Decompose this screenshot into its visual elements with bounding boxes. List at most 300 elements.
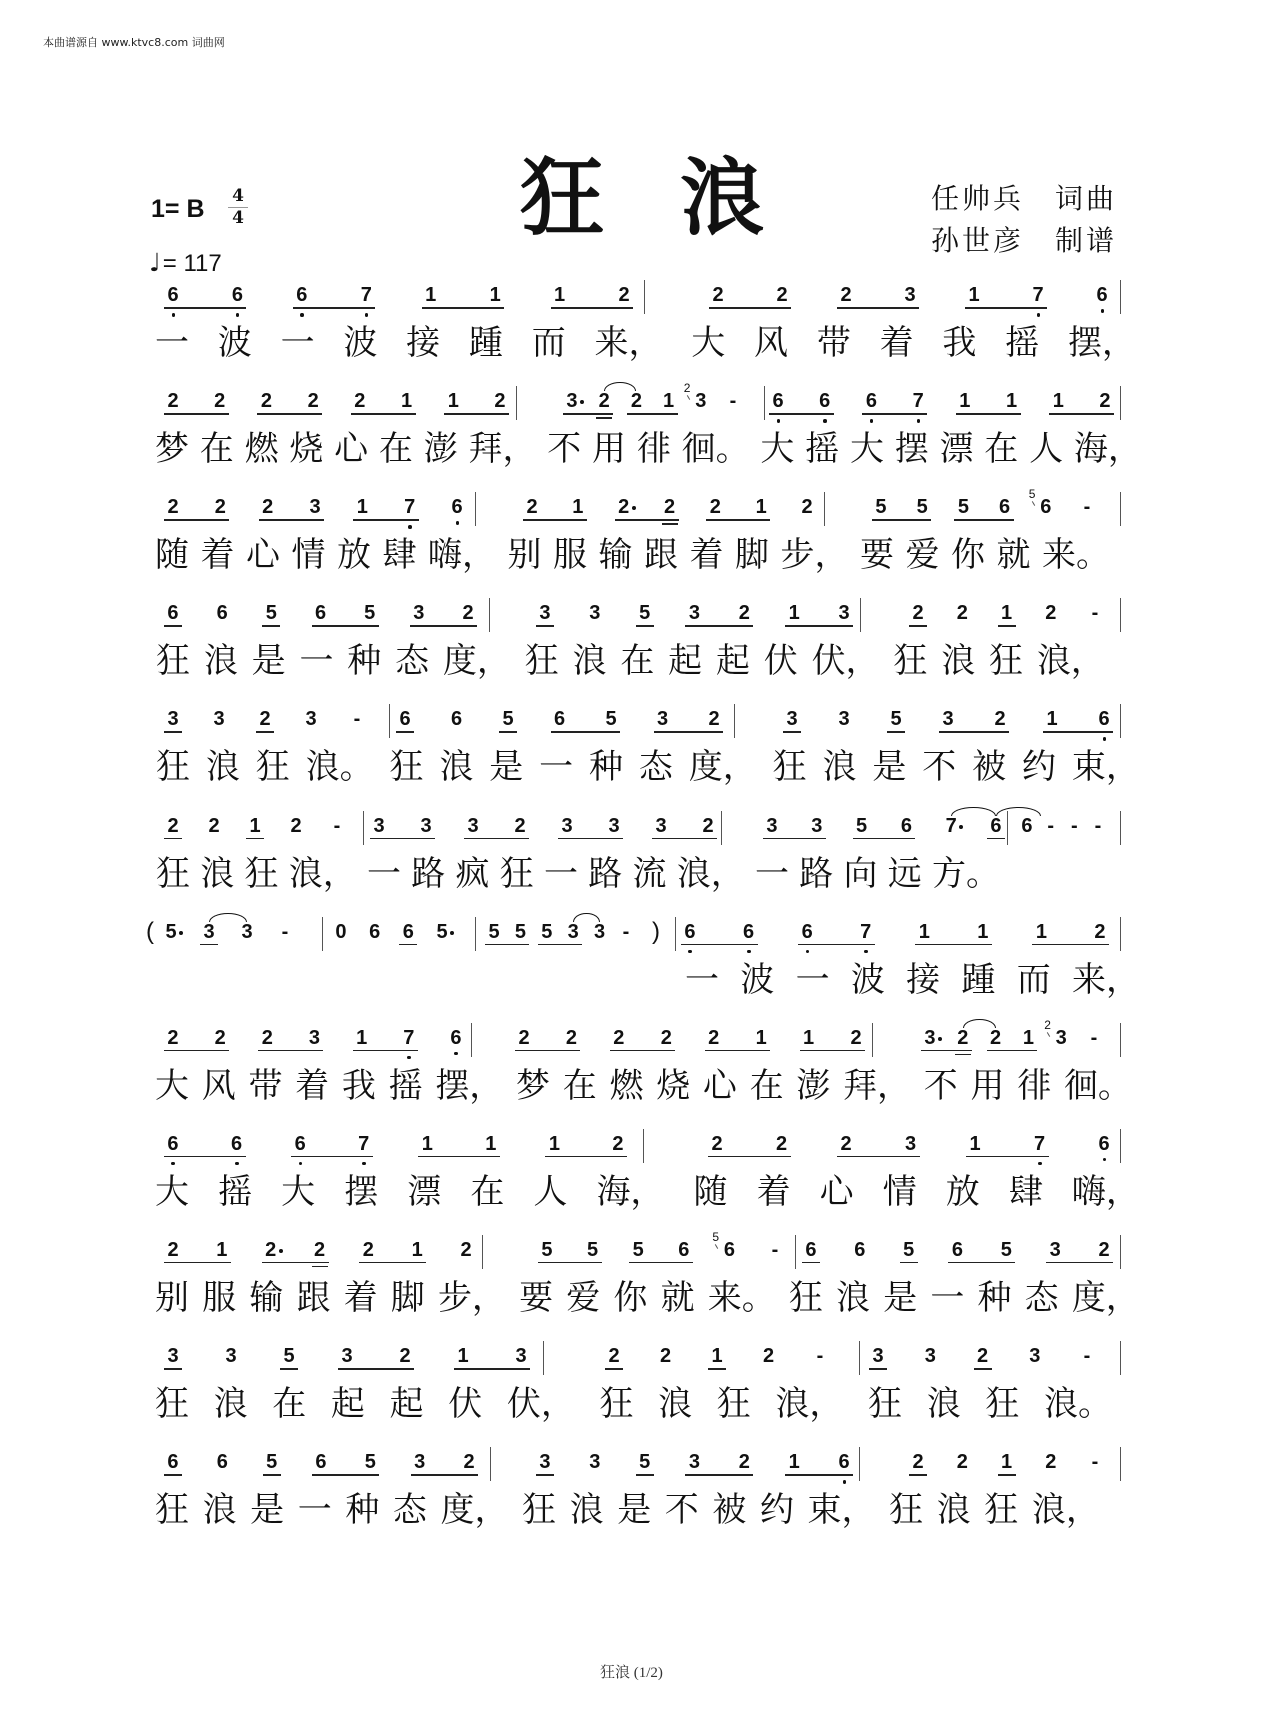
beamed-note-group [149, 1234, 247, 1274]
lyric-char: 摇 [1005, 323, 1040, 363]
beat [202, 1340, 260, 1380]
note-digit: 3 [904, 1132, 917, 1155]
note [685, 810, 732, 842]
note-digit: 2 [738, 1451, 750, 1474]
lyric-char: 就 [996, 535, 1031, 576]
beamed-note-group [595, 1022, 690, 1062]
note-digit: 5 [639, 1451, 651, 1474]
lyric-char: 在 [272, 1384, 307, 1424]
beamed-note-group [153, 810, 194, 850]
note [433, 491, 480, 523]
note-digit: 1 [711, 1345, 723, 1367]
note-digit: 2 [354, 390, 366, 413]
note-digit: 5 [514, 920, 526, 943]
note [430, 385, 477, 417]
note-digit: 3 [589, 1451, 601, 1474]
note [246, 1234, 295, 1266]
note-digit: 1 [755, 496, 767, 519]
note [1080, 1234, 1129, 1266]
note [379, 703, 431, 735]
note [152, 916, 190, 948]
note [196, 703, 242, 735]
beamed-note-group [523, 1128, 650, 1168]
note [228, 916, 266, 948]
note-digit: 6 [1096, 284, 1108, 306]
note [548, 1022, 595, 1054]
lyric-char: 是 [872, 747, 907, 788]
beat [818, 703, 870, 743]
beamed-note-group [394, 597, 492, 637]
measure [914, 1017, 1111, 1062]
note [784, 491, 830, 523]
note-digit: 2 [613, 1026, 625, 1049]
beamed-note-group [260, 1340, 318, 1380]
note [737, 1022, 784, 1054]
note [738, 491, 784, 523]
note [198, 1446, 247, 1478]
lyric-char: 浪， [288, 853, 357, 894]
note [769, 1446, 819, 1478]
note [984, 491, 1025, 523]
note-digit: 6 [167, 284, 179, 306]
lyric-char: 不 [547, 429, 582, 470]
lyric-char: 人 [533, 1171, 568, 1212]
beamed-note-group [974, 810, 1019, 850]
beamed-note-group [870, 703, 922, 743]
beamed-note-group [150, 703, 196, 743]
lyric-char: 浪， [1031, 1490, 1100, 1531]
lower-octave-dot [235, 1162, 239, 1166]
lower-octave-dot [1101, 309, 1105, 313]
augmentation-dot [179, 931, 183, 935]
note [643, 1022, 690, 1054]
lyric-line [155, 428, 1142, 470]
note [477, 385, 524, 417]
note-digit: 1 [977, 920, 989, 943]
beamed-note-group [336, 385, 429, 425]
beamed-note-group [520, 1446, 570, 1486]
lyric-char: 大 [849, 429, 884, 470]
lyric-char: 狂 [985, 1384, 1020, 1424]
beat [334, 703, 380, 743]
lyric-char: 在 [620, 641, 655, 682]
note [835, 1234, 884, 1266]
note-digit: 2 [659, 1345, 672, 1367]
lyric-char: 烧 [289, 429, 324, 470]
note [442, 1234, 491, 1266]
lyric-char: 大 [691, 323, 726, 363]
beat [640, 1340, 692, 1380]
beat [198, 597, 247, 637]
beamed-note-group [778, 916, 895, 956]
lyric-char: 燃 [609, 1065, 644, 1106]
lyric-char: 在 [378, 429, 413, 470]
lower-octave-dot [864, 950, 868, 954]
note [801, 385, 848, 417]
note-digit: 6 [1098, 708, 1110, 731]
note [878, 279, 942, 311]
note-digit: 1 [425, 284, 437, 306]
lyric-char: 要 [519, 1277, 554, 1318]
note-digit: 5 [541, 1238, 553, 1261]
measure [153, 810, 358, 850]
note [270, 279, 334, 311]
note-digit: 3 [924, 1026, 936, 1049]
note-digit: 5 [875, 496, 887, 519]
note [434, 1340, 492, 1372]
measure [379, 703, 740, 743]
beat [794, 1340, 846, 1380]
lyric-char: 情 [291, 535, 326, 576]
note [750, 810, 795, 842]
note-digit: 3 [341, 1345, 353, 1367]
note-digit: 3 [309, 496, 321, 519]
note-digit: 2 [208, 814, 220, 837]
note [852, 1340, 904, 1372]
note [356, 810, 403, 842]
extension-dash [1078, 1022, 1111, 1054]
note [1026, 703, 1078, 735]
note-digit: 6 [216, 602, 228, 625]
note-digit: 1 [959, 390, 971, 413]
note-digit: 3 [515, 1345, 527, 1367]
note-digit: 5 [364, 602, 376, 625]
lyric-char: 狂 [389, 747, 424, 788]
beamed-note-group [190, 916, 228, 956]
note-digit: 2 [1094, 920, 1106, 943]
measure [661, 916, 1130, 956]
beat [433, 491, 480, 531]
lyric-char: 心 [819, 1171, 854, 1212]
arranger-credit: 孙世彦 制谱 [931, 224, 1118, 257]
note-digit: 5 [587, 1238, 599, 1261]
note-digit: 7 [360, 284, 372, 306]
lyric-char: 不 [664, 1490, 699, 1531]
lyric-char: 而 [531, 323, 566, 363]
lyric-char: 一 [685, 959, 719, 1000]
lyric-char: 种 [345, 1490, 380, 1531]
note-digit: 3 [904, 284, 916, 306]
note-digit: 6 [369, 920, 381, 943]
note [719, 916, 778, 948]
lyric-char: 拜， [468, 429, 537, 470]
lyric-char: 向 [843, 853, 878, 894]
note-digit: 2 [265, 1238, 277, 1261]
beat [152, 916, 190, 956]
note [450, 810, 497, 842]
lyric-char: 狂 [989, 641, 1023, 682]
note-digit: 5 [541, 920, 553, 943]
lyric-char: 海， [596, 1171, 665, 1212]
grace-note: 5 [1028, 487, 1036, 502]
lyric-char: 放 [337, 535, 371, 576]
note [1029, 597, 1073, 629]
beamed-note-group [690, 1022, 785, 1062]
note [839, 810, 884, 842]
extension-dash [266, 916, 304, 948]
note [288, 703, 334, 735]
note-digit: 2 [612, 1132, 624, 1155]
note [520, 597, 570, 629]
score-line [0, 597, 1272, 689]
lyric-char: 不 [923, 1065, 958, 1106]
score-line [0, 487, 1272, 583]
note-digit: 2 [608, 1345, 620, 1367]
note [197, 491, 244, 523]
note [638, 810, 685, 842]
note [940, 597, 984, 629]
note-digit: 2 [1045, 1451, 1057, 1474]
note-digit: 7 [1033, 1132, 1046, 1155]
measure [520, 1446, 869, 1486]
beat [743, 1340, 795, 1380]
beat [1072, 1128, 1137, 1168]
lyric-char: 起 [389, 1384, 424, 1424]
lyric-char: 狂 [244, 853, 279, 894]
note [393, 1234, 442, 1266]
note-digit: 6 [865, 390, 877, 413]
beat [1015, 810, 1039, 850]
lyric-char: 伏 [763, 641, 798, 682]
note [1012, 916, 1071, 948]
note-digit: 2 [313, 1238, 326, 1261]
note [492, 1340, 550, 1372]
sixteenth-underline [662, 523, 678, 525]
lyric-char: 路 [411, 853, 446, 894]
note-digit: 5 [283, 1345, 295, 1367]
beamed-note-group [620, 385, 684, 425]
note-digit: 6 [990, 814, 1002, 837]
note-digit: 3 [608, 814, 620, 837]
beamed-note-group [984, 597, 1028, 637]
note [150, 385, 197, 417]
lyric-char: 踵 [468, 323, 503, 363]
lyric-char: 是 [489, 747, 524, 788]
lyric-char: 浪 [658, 1384, 693, 1424]
lyric-char: 路 [588, 853, 623, 894]
lyric-char: 远 [887, 853, 922, 894]
beamed-note-group [670, 1446, 770, 1486]
lyric-char: 浪 [203, 641, 238, 682]
note [586, 916, 612, 948]
note-digit: 5 [890, 708, 902, 731]
note [386, 491, 433, 523]
note [956, 1340, 1008, 1372]
bar-line [1120, 1023, 1121, 1057]
note-digit: 3 [589, 602, 601, 625]
beamed-note-group [556, 385, 620, 425]
note [941, 385, 988, 417]
note [933, 1234, 982, 1266]
note-digit: 1 [447, 390, 459, 413]
lyric-char: 拜， [843, 1065, 912, 1106]
note [819, 597, 869, 629]
lyric-char: 我 [942, 323, 977, 363]
beamed-note-group [430, 385, 523, 425]
note-digit: 6 [450, 1026, 462, 1049]
note-digit: 2 [259, 708, 271, 731]
beat [904, 1340, 956, 1380]
note [691, 1340, 743, 1372]
measure [766, 703, 1130, 743]
note [344, 1234, 393, 1266]
note-digit: 3 [1049, 1238, 1061, 1261]
lyric-char: 狂 [788, 1277, 823, 1318]
score-line [0, 810, 1272, 902]
note-digit: 1 [1022, 1026, 1034, 1049]
note [1071, 916, 1130, 948]
lyric-char: 大 [155, 1065, 189, 1106]
note-digit: 3 [203, 920, 215, 943]
beamed-note-group [933, 1234, 1031, 1274]
note-digit: 3 [566, 390, 578, 413]
note-digit: 6 [900, 814, 912, 837]
beamed-note-group [588, 1340, 640, 1380]
beat [586, 916, 612, 956]
note [194, 810, 235, 842]
time-signature-bottom: 4 [228, 207, 248, 229]
lyric-char: 着 [879, 323, 914, 363]
note-digit: 7 [912, 390, 924, 413]
beamed-note-group [235, 810, 276, 850]
note-digit: 7 [860, 920, 872, 943]
note [291, 491, 338, 523]
measure [481, 916, 639, 956]
note-digit: 2 [956, 1451, 968, 1474]
note [197, 1022, 244, 1054]
note [818, 703, 870, 735]
lyric-char: 摆， [435, 1065, 504, 1106]
note [988, 385, 1035, 417]
note [819, 1446, 869, 1478]
note [670, 597, 720, 629]
lyric-char: 在 [984, 429, 1019, 470]
note [601, 491, 647, 523]
note-digit: 2 [167, 390, 179, 413]
measure [685, 1128, 1137, 1168]
beamed-note-group [615, 1234, 706, 1274]
lyric-char: 一 [755, 853, 789, 894]
note [661, 1234, 707, 1266]
lyric-char: 浪 [926, 1384, 961, 1424]
note-digit: 2 [775, 1132, 788, 1155]
beat [288, 703, 334, 743]
note [190, 916, 228, 948]
beamed-note-group [544, 810, 638, 850]
note-digit: 2 [598, 390, 610, 413]
note-digit: 5 [1000, 1238, 1012, 1261]
note [507, 916, 533, 948]
note [260, 1340, 318, 1372]
note [497, 810, 544, 842]
note [974, 703, 1026, 735]
note-digit: 1 [216, 1238, 228, 1261]
note-digit: 2 [840, 1132, 852, 1155]
lyric-char: 用 [970, 1065, 1005, 1106]
note [620, 597, 670, 629]
note [884, 810, 929, 842]
lyric-char: 方。 [932, 853, 1000, 894]
beamed-note-group [848, 385, 941, 425]
note [588, 1340, 640, 1372]
score-line [0, 279, 1272, 371]
lyric-char: 摆 [344, 1171, 379, 1212]
note [392, 916, 426, 948]
note-digit: 3 [308, 1026, 321, 1049]
beamed-note-group [979, 1022, 1045, 1062]
measure [860, 487, 1107, 531]
sixteenth-underline [312, 1266, 328, 1268]
lyric-char: 狂 [499, 853, 534, 894]
song-title: 狂浪 [520, 148, 841, 247]
note-digit: 6 [678, 1238, 690, 1261]
note-digit: 6 [951, 1238, 964, 1261]
beamed-note-group [150, 385, 243, 425]
note-digit: 1 [969, 1132, 981, 1155]
note [769, 597, 819, 629]
lyric-char: 来， [594, 323, 663, 363]
note [1006, 279, 1070, 311]
note-digit: 3 [594, 920, 606, 943]
beat [432, 1022, 479, 1062]
note-digit: 3 [872, 1345, 884, 1367]
lower-octave-dot [843, 1480, 847, 1484]
note-digit: 3 [688, 602, 701, 625]
measure [520, 597, 869, 637]
measure [148, 597, 492, 637]
note-digit: 3 [413, 602, 425, 625]
extension-dash [1063, 810, 1087, 842]
note [652, 385, 684, 417]
note-digit: 2 [712, 284, 724, 306]
lyric-char: 一 [930, 1277, 965, 1318]
lyric-char: 接 [906, 959, 941, 1000]
lyric-char: 种 [347, 641, 382, 682]
lyric-char: 人 [1029, 429, 1064, 470]
note [884, 1234, 933, 1266]
lyric-char: 大 [760, 429, 795, 470]
lyric-char: 是 [251, 641, 286, 682]
beamed-note-group [296, 597, 394, 637]
note-digit: 2 [167, 1238, 179, 1261]
note-digit: 3 [305, 708, 317, 731]
note [144, 1340, 202, 1372]
note-digit: 6 [801, 920, 813, 943]
note-digit: 3 [167, 1345, 179, 1367]
note [1070, 279, 1134, 311]
lyric-char: 是 [883, 1277, 918, 1318]
time-signature-top: 4 [232, 186, 244, 206]
note [984, 597, 1028, 629]
note [595, 1022, 642, 1054]
note-digit: 2 [214, 496, 226, 519]
beamed-note-group [149, 491, 244, 531]
note [205, 1128, 269, 1160]
beamed-note-group [149, 1022, 243, 1062]
note [979, 1022, 1012, 1054]
beamed-note-group [895, 916, 1012, 956]
lyric-char: 狂 [155, 1490, 189, 1531]
beamed-note-group [141, 1128, 268, 1168]
open-parenthesis: ( [146, 917, 154, 945]
beat [929, 810, 974, 850]
lower-octave-dot [300, 313, 304, 317]
beamed-note-group [247, 597, 296, 637]
lyric-char: 燃 [244, 429, 279, 470]
note-digit: 3 [924, 1345, 936, 1367]
note [202, 1340, 260, 1372]
note [637, 703, 689, 735]
